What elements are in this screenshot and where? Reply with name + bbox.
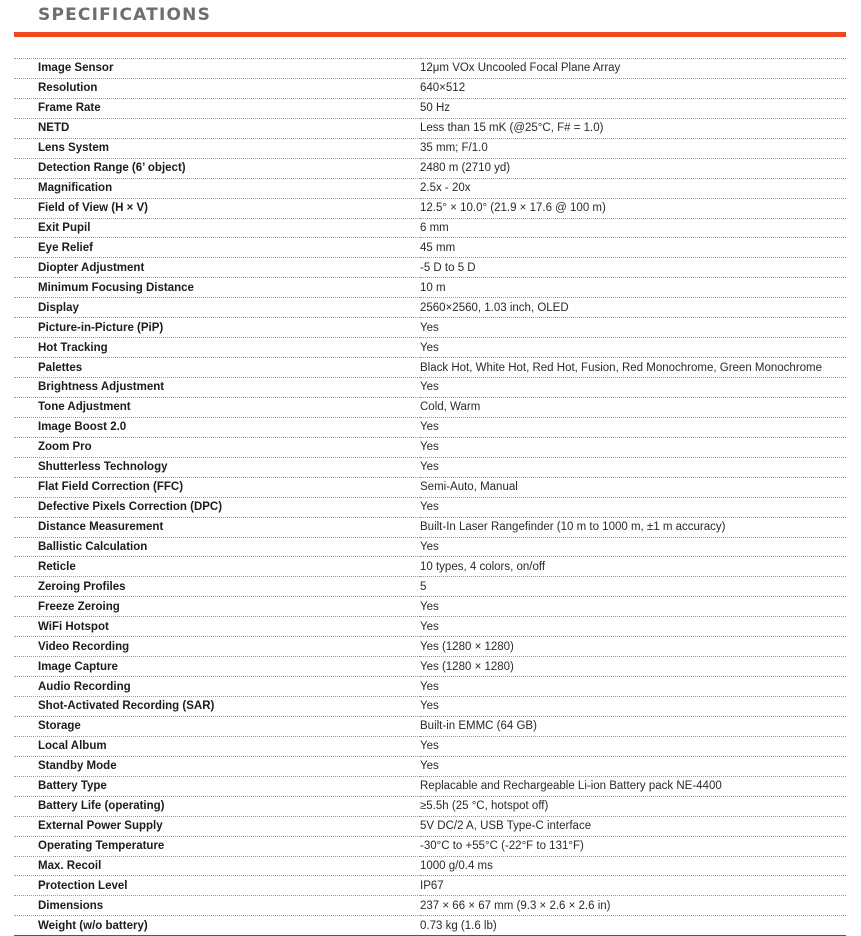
specifications-table-body bbox=[14, 59, 846, 936]
spec-row bbox=[14, 677, 846, 697]
spec-value: Cold, Warm bbox=[420, 397, 846, 417]
spec-label: Freeze Zeroing bbox=[14, 597, 420, 617]
spec-label: Protection Level bbox=[14, 876, 420, 896]
spec-row bbox=[14, 597, 846, 617]
spec-label: Shutterless Technology bbox=[14, 457, 420, 477]
spec-value: 6 mm bbox=[420, 218, 846, 238]
spec-row bbox=[14, 278, 846, 298]
spec-label: Field of View (H × V) bbox=[14, 198, 420, 218]
spec-row bbox=[14, 138, 846, 158]
specifications-table bbox=[14, 58, 846, 936]
spec-label: Diopter Adjustment bbox=[14, 258, 420, 278]
spec-row bbox=[14, 537, 846, 557]
spec-label: Image Sensor bbox=[14, 59, 420, 79]
spec-value: -30°C to +55°C (-22°F to 131°F) bbox=[420, 836, 846, 856]
spec-row bbox=[14, 318, 846, 338]
spec-value: Yes bbox=[420, 736, 846, 756]
spec-row bbox=[14, 218, 846, 238]
spec-value: 2560×2560, 1.03 inch, OLED bbox=[420, 298, 846, 318]
spec-row bbox=[14, 916, 846, 936]
spec-label: Lens System bbox=[14, 138, 420, 158]
spec-value: 1000 g/0.4 ms bbox=[420, 856, 846, 876]
spec-row bbox=[14, 497, 846, 517]
spec-row bbox=[14, 697, 846, 717]
spec-value: Yes (1280 × 1280) bbox=[420, 637, 846, 657]
spec-value: Black Hot, White Hot, Red Hot, Fusion, Red Monochrome, Green Monochrome bbox=[420, 358, 846, 378]
spec-label: Shot-Activated Recording (SAR) bbox=[14, 697, 420, 717]
spec-row bbox=[14, 397, 846, 417]
spec-label: Video Recording bbox=[14, 637, 420, 657]
spec-value: Yes bbox=[420, 677, 846, 697]
spec-value: Yes bbox=[420, 417, 846, 437]
spec-label: Ballistic Calculation bbox=[14, 537, 420, 557]
spec-row bbox=[14, 577, 846, 597]
spec-row bbox=[14, 716, 846, 736]
spec-value: Yes bbox=[420, 457, 846, 477]
spec-row bbox=[14, 796, 846, 816]
spec-label: Detection Range (6’ object) bbox=[14, 158, 420, 178]
spec-label: Operating Temperature bbox=[14, 836, 420, 856]
spec-label: Brightness Adjustment bbox=[14, 378, 420, 398]
spec-label: Local Album bbox=[14, 736, 420, 756]
spec-label: Weight (w/o battery) bbox=[14, 916, 420, 936]
spec-value: 5 bbox=[420, 577, 846, 597]
spec-row bbox=[14, 378, 846, 398]
spec-value: IP67 bbox=[420, 876, 846, 896]
spec-value: Yes bbox=[420, 617, 846, 637]
spec-value: 12.5° × 10.0° (21.9 × 17.6 @ 100 m) bbox=[420, 198, 846, 218]
spec-value: Yes bbox=[420, 697, 846, 717]
spec-row bbox=[14, 198, 846, 218]
spec-value: Yes bbox=[420, 497, 846, 517]
spec-row bbox=[14, 457, 846, 477]
spec-value: -5 D to 5 D bbox=[420, 258, 846, 278]
spec-row bbox=[14, 417, 846, 437]
spec-value: Less than 15 mK (@25°C, F# = 1.0) bbox=[420, 118, 846, 138]
spec-label: Palettes bbox=[14, 358, 420, 378]
spec-label: External Power Supply bbox=[14, 816, 420, 836]
spec-row bbox=[14, 816, 846, 836]
spec-label: Frame Rate bbox=[14, 98, 420, 118]
spec-value: 35 mm; F/1.0 bbox=[420, 138, 846, 158]
spec-value: Yes bbox=[420, 597, 846, 617]
spec-row bbox=[14, 736, 846, 756]
spec-row bbox=[14, 896, 846, 916]
spec-row bbox=[14, 78, 846, 98]
spec-row bbox=[14, 776, 846, 796]
spec-label: Battery Type bbox=[14, 776, 420, 796]
spec-row bbox=[14, 557, 846, 577]
spec-row bbox=[14, 258, 846, 278]
spec-label: Battery Life (operating) bbox=[14, 796, 420, 816]
spec-row bbox=[14, 477, 846, 497]
spec-row bbox=[14, 118, 846, 138]
spec-label: Picture-in-Picture (PiP) bbox=[14, 318, 420, 338]
spec-label: Defective Pixels Correction (DPC) bbox=[14, 497, 420, 517]
spec-label: Resolution bbox=[14, 78, 420, 98]
spec-value: Yes (1280 × 1280) bbox=[420, 657, 846, 677]
spec-label: Zoom Pro bbox=[14, 437, 420, 457]
spec-value: 2480 m (2710 yd) bbox=[420, 158, 846, 178]
spec-value: Yes bbox=[420, 338, 846, 358]
spec-value: Built-In Laser Rangefinder (10 m to 1000 m, ±1 m accuracy) bbox=[420, 517, 846, 537]
spec-row bbox=[14, 178, 846, 198]
spec-value: Yes bbox=[420, 378, 846, 398]
spec-value: 640×512 bbox=[420, 78, 846, 98]
spec-label: Display bbox=[14, 298, 420, 318]
spec-row bbox=[14, 617, 846, 637]
spec-label: WiFi Hotspot bbox=[14, 617, 420, 637]
spec-value: 45 mm bbox=[420, 238, 846, 258]
spec-row bbox=[14, 856, 846, 876]
spec-label: Zeroing Profiles bbox=[14, 577, 420, 597]
spec-value: Yes bbox=[420, 318, 846, 338]
spec-value: 2.5x - 20x bbox=[420, 178, 846, 198]
spec-label: NETD bbox=[14, 118, 420, 138]
spec-value: Yes bbox=[420, 437, 846, 457]
spec-label: Standby Mode bbox=[14, 756, 420, 776]
spec-row bbox=[14, 59, 846, 79]
spec-value: 237 × 66 × 67 mm (9.3 × 2.6 × 2.6 in) bbox=[420, 896, 846, 916]
spec-row bbox=[14, 437, 846, 457]
title-accent-bar bbox=[14, 32, 846, 37]
spec-label: Minimum Focusing Distance bbox=[14, 278, 420, 298]
spec-label: Reticle bbox=[14, 557, 420, 577]
spec-label: Magnification bbox=[14, 178, 420, 198]
spec-row bbox=[14, 238, 846, 258]
spec-row bbox=[14, 358, 846, 378]
spec-label: Exit Pupil bbox=[14, 218, 420, 238]
spec-label: Hot Tracking bbox=[14, 338, 420, 358]
spec-value: ≥5.5h (25 °C, hotspot off) bbox=[420, 796, 846, 816]
spec-label: Image Capture bbox=[14, 657, 420, 677]
spec-value: 12μm VOx Uncooled Focal Plane Array bbox=[420, 59, 846, 79]
spec-row bbox=[14, 517, 846, 537]
spec-value: 10 types, 4 colors, on/off bbox=[420, 557, 846, 577]
spec-row bbox=[14, 338, 846, 358]
spec-label: Tone Adjustment bbox=[14, 397, 420, 417]
spec-row bbox=[14, 637, 846, 657]
spec-value: Replacable and Rechargeable Li-ion Battery pack NE-4400 bbox=[420, 776, 846, 796]
spec-label: Image Boost 2.0 bbox=[14, 417, 420, 437]
spec-row bbox=[14, 836, 846, 856]
spec-value: Built-in EMMC (64 GB) bbox=[420, 716, 846, 736]
spec-value: 5V DC/2 A, USB Type-C interface bbox=[420, 816, 846, 836]
spec-value: Yes bbox=[420, 756, 846, 776]
spec-label: Audio Recording bbox=[14, 677, 420, 697]
spec-row bbox=[14, 158, 846, 178]
spec-row bbox=[14, 876, 846, 896]
spec-label: Distance Measurement bbox=[14, 517, 420, 537]
spec-row bbox=[14, 657, 846, 677]
spec-value: 0.73 kg (1.6 lb) bbox=[420, 916, 846, 936]
spec-label: Storage bbox=[14, 716, 420, 736]
spec-value: Yes bbox=[420, 537, 846, 557]
spec-row bbox=[14, 98, 846, 118]
spec-label: Flat Field Correction (FFC) bbox=[14, 477, 420, 497]
spec-value: Semi-Auto, Manual bbox=[420, 477, 846, 497]
spec-row bbox=[14, 756, 846, 776]
spec-value: 10 m bbox=[420, 278, 846, 298]
page-title: SPECIFICATIONS bbox=[38, 5, 212, 25]
spec-value: 50 Hz bbox=[420, 98, 846, 118]
spec-label: Max. Recoil bbox=[14, 856, 420, 876]
spec-row bbox=[14, 298, 846, 318]
spec-label: Dimensions bbox=[14, 896, 420, 916]
spec-label: Eye Relief bbox=[14, 238, 420, 258]
